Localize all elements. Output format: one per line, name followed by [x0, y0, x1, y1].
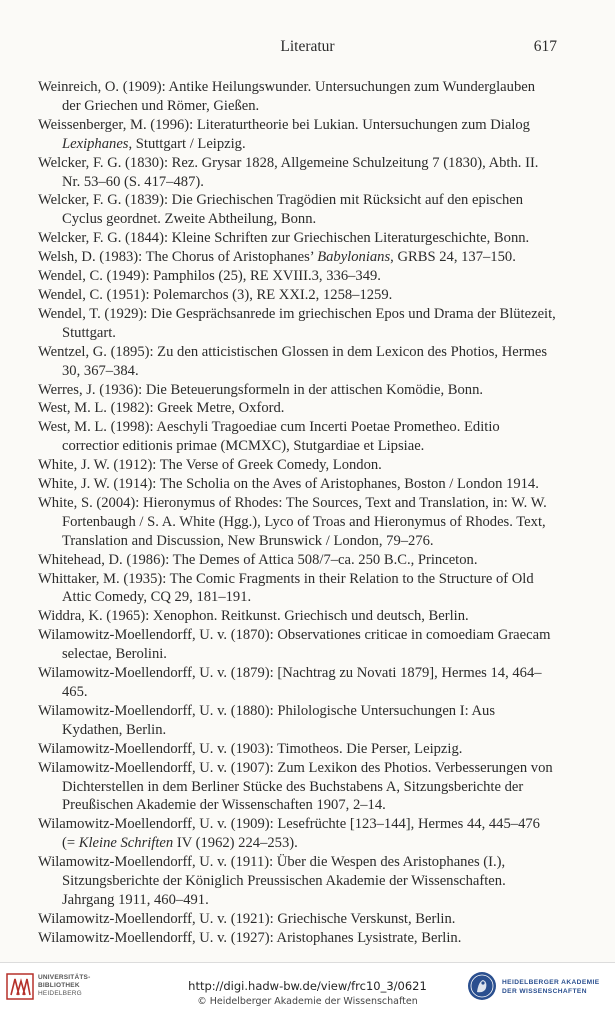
entry-text: Widdra, K. (1965): Xenophon. Reitkunst. Griechisch und deutsch, Berlin. [38, 608, 469, 625]
entry-text: Welcker, F. G. (1839): Die Griechischen Tragödien mit Rücksicht auf den epischen Cyclus geordnet. Zweite Abtheilung, Bonn. [38, 192, 524, 228]
permalink-url[interactable]: http://digi.hadw-bw.de/view/frc10_3/0621 [188, 979, 427, 993]
entry-text: White, J. W. (1914): The Scholia on the Aves of Aristophanes, Boston / London 1914. [38, 476, 539, 493]
entry-text: Weissenberger, M. (1996): Literaturtheorie bei Lukian. Untersuchungen zum Dialog [38, 116, 530, 133]
entry-text: Wendel, T. (1929): Die Gesprächsanrede im griechischen Epos und Drama der Blütezeit, Stuttgart. [38, 305, 556, 341]
entry-text: Wilamowitz-Moellendorff, U. v. (1879): [Nachtrag zu Novati 1879], Hermes 14, 464–465. [38, 665, 542, 700]
bibliography-entry [38, 381, 556, 400]
bibliography-entry [38, 456, 556, 475]
bibliography-entry [38, 607, 556, 626]
bibliography-entry [38, 702, 556, 740]
entry-text: West, M. L. (1982): Greek Metre, Oxford. [38, 400, 285, 417]
bibliography-entry [38, 78, 556, 116]
bibliography-entry [38, 626, 556, 664]
entry-text: Welcker, F. G. (1830): Rez. Grysar 1828, Allgemeine Schulzeitung 7 (1830), Abth. II. Nr. 53–60 (S. 417–487). [38, 154, 539, 190]
entry-text: Welsh, D. (1983): The Chorus of Aristophanes’ [38, 249, 318, 266]
bibliography-entry [38, 229, 556, 248]
bibliography-entry [38, 475, 556, 494]
bibliography-entry [38, 399, 556, 418]
entry-text: Weinreich, O. (1909): Antike Heilungswunder. Untersuchungen zum Wunderglauben der Griechen und Römer, Gießen. [38, 79, 536, 114]
copyright-notice: © Heidelberger Akademie der Wissenschaften [197, 996, 418, 1007]
bibliography-list [38, 78, 556, 948]
academy-logo[interactable] [467, 971, 607, 1003]
bibliography-entry [38, 740, 556, 759]
bibliography-entry [38, 343, 556, 381]
entry-text: Welcker, F. G. (1844): Kleine Schriften zur Griechischen Literaturgeschichte, Bonn. [38, 230, 530, 247]
entry-text: Wilamowitz-Moellendorff, U. v. (1907): Zum Lexikon des Photios. Verbesserungen von Dichterstellen in dem Berliner Stücke des Buchstabens A, Sitzungsberichte der Preußischen Akademie der Wissenschaften 1907, 2–14. [38, 759, 553, 814]
bibliography-entry [38, 815, 556, 853]
bibliography-entry [38, 305, 556, 343]
entry-text: White, S. (2004): Hieronymus of Rhodes: The Sources, Text and Translation, in: W. W. Fortenbaugh / S. A. White (Hgg.), Lyco of Troas and Hieronymus of Rhodes. Text, Translation and Discussion, New Brunswick / London, 79–276. [38, 494, 547, 549]
entry-text: Wilamowitz-Moellendorff, U. v. (1921): Griechische Verskunst, Berlin. [38, 910, 456, 927]
academy-logo-text: HEIDELBERGER AKADEMIE DER WISSENSCHAFTEN [502, 979, 600, 995]
entry-text: Wilamowitz-Moellendorff, U. v. (1903): Timotheos. Die Perser, Leipzig. [38, 740, 463, 757]
entry-text: West, M. L. (1998): Aeschyli Tragoediae cum Incerti Poetae Prometheo. Editio correctior editionis primae (MCMXC), Stutgardiae et Lipsiae. [38, 419, 500, 455]
bibliography-entry [38, 853, 556, 910]
entry-text: Wilamowitz-Moellendorff, U. v. (1880): Philologische Untersuchungen I: Aus Kydathen, Berlin. [38, 702, 496, 738]
bibliography-entry [38, 154, 556, 192]
entry-text: Wilamowitz-Moellendorff, U. v. (1927): Aristophanes Lysistrate, Berlin. [38, 929, 462, 946]
entry-italic-title: Kleine Schriften [78, 835, 174, 852]
bibliography-entry [38, 248, 556, 267]
bibliography-entry [38, 116, 556, 154]
bibliography-entry [38, 267, 556, 286]
entry-text: Wilamowitz-Moellendorff, U. v. (1870): Observationes criticae in comoediam Graecam selectae, Berolini. [38, 627, 551, 663]
bibliography-entry [38, 418, 556, 456]
bibliography-entry [38, 570, 556, 608]
viewer-footer [0, 962, 615, 1011]
bibliography-entry [38, 759, 556, 816]
entry-text: Wilamowitz-Moellendorff, U. v. (1909): Lesefrüchte [123–144], Hermes 44, 445–476 (= [38, 816, 540, 852]
running-title: Literatur [280, 38, 335, 55]
page-number: 617 [533, 38, 557, 55]
entry-text: Wendel, C. (1949): Pamphilos (25), RE XVIII.3, 336–349. [38, 268, 381, 285]
entry-text: Wentzel, G. (1895): Zu den atticistischen Glossen in dem Lexicon des Photios, Hermes 30, 367–384. [38, 343, 548, 379]
entry-text: Werres, J. (1936): Die Beteuerungsformeln in der attischen Komödie, Bonn. [38, 381, 484, 398]
entry-text: White, J. W. (1912): The Verse of Greek Comedy, London. [38, 457, 382, 474]
bibliography-entry [38, 494, 556, 551]
bibliography-entry [38, 191, 556, 229]
library-logo-text: UNIVERSITÄTS- BIBLIOTHEK HEIDELBERG [38, 974, 91, 997]
bibliography-entry [38, 664, 556, 702]
entry-italic-title: Babylonians [317, 249, 391, 266]
entry-text: Whittaker, M. (1935): The Comic Fragments in their Relation to the Structure of Old Attic Comedy, CQ 29, 181–191. [38, 570, 534, 606]
academy-seal-icon [467, 971, 497, 1001]
entry-text: IV (1962) 224–253). [173, 835, 298, 852]
entry-text: , GRBS 24, 137–150. [390, 249, 516, 266]
bibliography-entry [38, 286, 556, 305]
entry-text: , Stuttgart / Leipzig. [128, 135, 246, 152]
page-header [0, 38, 615, 58]
bibliography-entry [38, 929, 556, 948]
bibliography-entry [38, 910, 556, 929]
entry-text: Wilamowitz-Moellendorff, U. v. (1911): Über die Wespen des Aristophanes (I.), Sitzungsberichte der Königlich Preussischen Akademie der Wissenschaften. Jahrgang 1911, 460–491. [38, 854, 506, 908]
bibliography-entry [38, 551, 556, 570]
entry-text: Wendel, C. (1951): Polemarchos (3), RE XXI.2, 1258–1259. [38, 286, 393, 303]
entry-text: Whitehead, D. (1986): The Demes of Attica 508/7–ca. 250 B.C., Princeton. [38, 551, 478, 568]
entry-italic-title: Lexiphanes [62, 135, 129, 152]
